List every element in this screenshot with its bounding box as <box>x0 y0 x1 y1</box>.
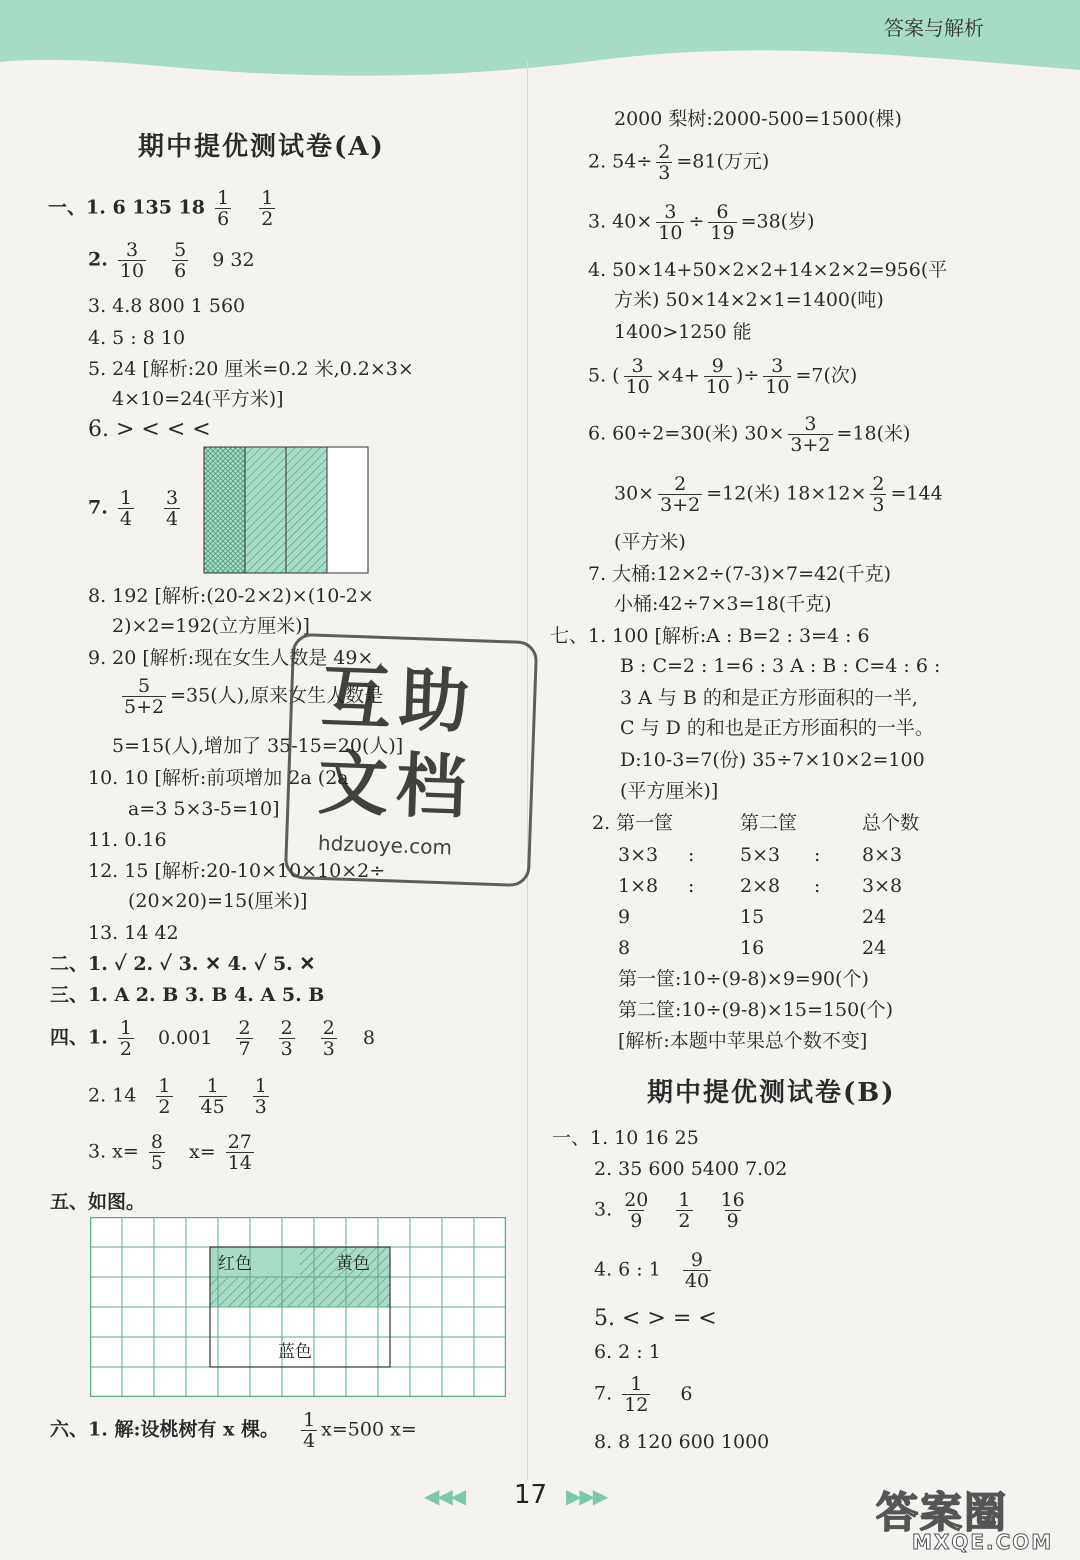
si2-frac2: $\frac{1}{45}$ <box>200 1075 225 1118</box>
watermark-url: hdzuoye.com <box>317 830 453 860</box>
left-si3: 3. x= $\frac{8}{5}$ x= $\frac{27}{14}$ <box>88 1131 252 1174</box>
left-l4: 4. 5 : 8 10 <box>88 327 186 349</box>
left-er: 二、1. ✓ 2. ✓ 3. ✕ 4. ✓ 5. ✕ <box>50 953 316 975</box>
q2-header-1: 2. 第一筐 <box>592 812 674 834</box>
left-l8a: 8. 192 [解析:(20-2×2)×(10-2× <box>88 585 374 607</box>
diagram-part-1 <box>204 447 245 573</box>
q2-cell: 24 <box>862 906 887 928</box>
right-r7b: 小桶:42÷7×3=18(千克) <box>614 593 832 615</box>
q2-cell: : <box>688 875 695 897</box>
watermark-text-1: 互助 <box>319 655 479 744</box>
right-q1e: D:10-3=7(份) 35÷7×10×2=100 <box>620 749 925 771</box>
left-l12b: (20×20)=15(厘米)] <box>128 890 308 912</box>
right-q1b: B : C=2 : 1=6 : 3 A : B : C=4 : 6 : <box>620 655 941 677</box>
q2-cell: : <box>688 844 695 866</box>
b7-frac: $\frac{1}{12}$ <box>624 1373 649 1416</box>
q2-cell: 8 <box>618 937 631 959</box>
q2-cell: 8×3 <box>862 844 903 866</box>
footer-left-arrows: ◀◀◀ <box>424 1484 465 1508</box>
right-r5: 5. ( $\frac{3}{10}$ ×4+ $\frac{9}{10}$ )÷ $\frac{3}{10}$ =7(次) <box>588 355 858 398</box>
q2-cell: 2×8 <box>740 875 781 897</box>
left-l7: 7. $\frac{1}{4}$ $\frac{3}{4}$ <box>88 487 179 530</box>
left-san: 三、1. A 2. B 3. B 4. A 5. B <box>50 984 325 1006</box>
b4-frac: $\frac{9}{40}$ <box>684 1249 710 1292</box>
q2-cell: : <box>814 875 821 897</box>
r6a-frac: $\frac{3}{3+2}$ <box>790 413 831 456</box>
right-r0: 2000 梨树:2000-500=1500(棵) <box>614 108 902 130</box>
right-b3: 3. $\frac{20}{9}$ $\frac{1}{2}$ $\frac{16}{9}$ <box>594 1189 745 1232</box>
l2-frac1: $\frac{3}{10}$ <box>119 239 145 282</box>
left-l11: 11. 0.16 <box>88 829 167 851</box>
r2-frac: $\frac{2}{3}$ <box>658 141 671 184</box>
right-r6b: 30× $\frac{2}{3+2}$ =12(米) 18×12× $\frac{2}{3}$ =144 <box>614 473 943 516</box>
page-number: 17 <box>514 1480 548 1510</box>
left-l13: 13. 14 42 <box>88 922 179 944</box>
b3-frac1: $\frac{20}{9}$ <box>624 1189 649 1232</box>
header-title: 答案与解析 <box>884 16 984 40</box>
r5-frac2: $\frac{9}{10}$ <box>705 355 730 398</box>
q2-cell: : <box>814 844 821 866</box>
left-l10a: 10. 10 [解析:前项增加 2a (2a <box>88 767 349 789</box>
right-r2: 2. 54÷ $\frac{2}{3}$ =81(万元) <box>588 141 770 184</box>
si2-frac3: $\frac{1}{3}$ <box>254 1075 267 1118</box>
right-q1c: 3 A 与 B 的和是正方形面积的一半, <box>620 687 918 709</box>
right-r6a: 6. 60÷2=30(米) 30× $\frac{3}{3+2}$ =18(米) <box>588 413 911 456</box>
q2-cell: 9 <box>618 906 631 928</box>
label-blue: 蓝色 <box>278 1342 312 1362</box>
left-l1 <box>48 188 279 229</box>
left-l2: 2. $\frac{3}{10}$ $\frac{5}{6}$ 9 32 <box>88 239 255 282</box>
q2-cell: 5×3 <box>740 844 781 866</box>
left-l9b: $\frac{5}{5+2}$ =35(人),原来女生人数是 <box>124 675 384 718</box>
fraction-diagram <box>203 446 369 574</box>
q2-cell: 3×3 <box>618 844 659 866</box>
hatched-strip <box>210 1277 390 1307</box>
si1-frac4: $\frac{2}{3}$ <box>322 1017 335 1060</box>
q2-cell: 15 <box>740 906 765 928</box>
left-l3: 3. 4.8 800 1 560 <box>88 295 246 317</box>
right-b7: 7. $\frac{1}{12}$ 6 <box>594 1373 693 1416</box>
left-liu: 六、1. 解:设桃树有 x 棵。 $\frac{1}{4}$ x=500 x= <box>50 1409 417 1452</box>
q2-c1: 第一筐:10÷(9-8)×9=90(个) <box>618 968 869 990</box>
right-q1a: 七、1. 100 [解析:A : B=2 : 3=4 : 6 <box>550 625 870 647</box>
si1-frac2: $\frac{2}{7}$ <box>238 1017 251 1060</box>
r3-frac1: $\frac{3}{10}$ <box>658 201 683 244</box>
right-b5: 5. < > = < <box>594 1306 717 1331</box>
b3-frac2: $\frac{1}{2}$ <box>678 1189 691 1232</box>
l9-frac: $\frac{5}{5+2}$ <box>124 675 165 718</box>
q2-cell: 1×8 <box>618 875 659 897</box>
right-b8: 8. 8 120 600 1000 <box>594 1431 770 1453</box>
si3-frac1: $\frac{8}{5}$ <box>150 1131 163 1174</box>
watermark-text-2: 文档 <box>316 741 476 830</box>
diagram-part-4 <box>327 447 368 573</box>
si2-frac1: $\frac{1}{2}$ <box>158 1075 171 1118</box>
q2-header-3: 总个数 <box>862 812 920 834</box>
footer-right-arrows: ▶▶▶ <box>566 1484 607 1508</box>
left-si1: 四、1. $\frac{1}{2}$ 0.001 $\frac{2}{7}$ $\frac{2}{3}$ $\frac{2}{3}$ 8 <box>50 1017 375 1060</box>
l7-frac1: $\frac{1}{4}$ <box>119 487 132 530</box>
left-l8b: 2)×2=192(立方厘米)] <box>112 615 310 637</box>
l1-frac1: $\frac{1}{6}$ <box>217 187 230 230</box>
right-b4: 4. 6 : 1 $\frac{9}{40}$ <box>594 1249 710 1292</box>
l2-frac2: $\frac{5}{6}$ <box>174 239 187 282</box>
right-b1: 一、1. 10 16 25 <box>552 1127 699 1149</box>
right-r7a: 7. 大桶:12×2÷(7-3)×7=42(千克) <box>588 563 892 585</box>
q2-header-2: 第二筐 <box>740 812 798 834</box>
right-r4c: 1400>1250 能 <box>614 321 752 343</box>
q2-cell: 16 <box>740 937 765 959</box>
label-red: 红色 <box>218 1254 252 1274</box>
right-b6: 6. 2 : 1 <box>594 1341 661 1363</box>
right-r4a: 4. 50×14+50×2×2+14×2×2=956(平 <box>588 259 948 281</box>
q2-c3: [解析:本题中苹果总个数不变] <box>618 1030 868 1052</box>
right-r4b: 方米) 50×14×2×1=1400(吨) <box>614 289 884 311</box>
left-l6: 6. > < < < <box>88 417 211 442</box>
l1-frac2: $\frac{1}{2}$ <box>261 187 274 230</box>
watermark-stamp <box>284 633 538 887</box>
r6b-frac2: $\frac{2}{3}$ <box>872 473 885 516</box>
diagram-part-3 <box>286 447 327 573</box>
si1-frac3: $\frac{2}{3}$ <box>280 1017 293 1060</box>
left-si2: 2. 14 $\frac{1}{2}$ $\frac{1}{45}$ $\frac{1}{3}$ <box>88 1075 267 1118</box>
right-q1d: C 与 D 的和也是正方形面积的一半。 <box>620 717 934 739</box>
liu-frac: $\frac{1}{4}$ <box>303 1409 316 1452</box>
left-l10b: a=3 5×3-5=10] <box>128 798 280 820</box>
left-l9c: 5=15(人),增加了 35-15=20(人)] <box>112 735 404 757</box>
r6b-frac1: $\frac{2}{3+2}$ <box>660 473 701 516</box>
right-b2: 2. 35 600 5400 7.02 <box>594 1158 788 1180</box>
left-l9a: 9. 20 [解析:现在女生人数是 49× <box>88 647 374 669</box>
left-l12a: 12. 15 [解析:20-10×10×10×2÷ <box>88 860 386 882</box>
grid-diagram <box>90 1217 506 1397</box>
si1-frac1: $\frac{1}{2}$ <box>119 1017 132 1060</box>
q2-c2: 第二筐:10÷(9-8)×15=150(个) <box>618 999 894 1021</box>
l1-text: 一、1. 6 135 18 <box>48 196 206 219</box>
corner-watermark: 答案圈 <box>876 1488 1009 1537</box>
right-r3: 3. 40× $\frac{3}{10}$ ÷ $\frac{6}{19}$ =38(岁) <box>588 201 815 244</box>
r5-frac3: $\frac{3}{10}$ <box>765 355 790 398</box>
q2-cell: 24 <box>862 937 887 959</box>
b3-frac3: $\frac{16}{9}$ <box>720 1189 745 1232</box>
right-r6c: (平方米) <box>614 531 686 553</box>
left-l5b: 4×10=24(平方米)] <box>112 388 284 410</box>
si3-frac2: $\frac{27}{14}$ <box>227 1131 252 1174</box>
q2-cell: 3×8 <box>862 875 903 897</box>
corner-watermark-url: MXQE.COM <box>912 1530 1054 1554</box>
left-l5a: 5. 24 [解析:20 厘米=0.2 米,0.2×3× <box>88 358 414 380</box>
r5-frac1: $\frac{3}{10}$ <box>625 355 650 398</box>
r3-frac2: $\frac{6}{19}$ <box>710 201 735 244</box>
right-q1f: (平方厘米)] <box>620 780 719 802</box>
diagram-part-2 <box>245 447 286 573</box>
right-titleB: 期中提优测试卷(B) <box>647 1078 896 1108</box>
left-title: 期中提优测试卷(A) <box>138 132 385 162</box>
left-wu: 五、如图。 <box>50 1191 146 1213</box>
label-yellow: 黄色 <box>336 1254 370 1274</box>
l7-frac2: $\frac{3}{4}$ <box>166 487 179 530</box>
